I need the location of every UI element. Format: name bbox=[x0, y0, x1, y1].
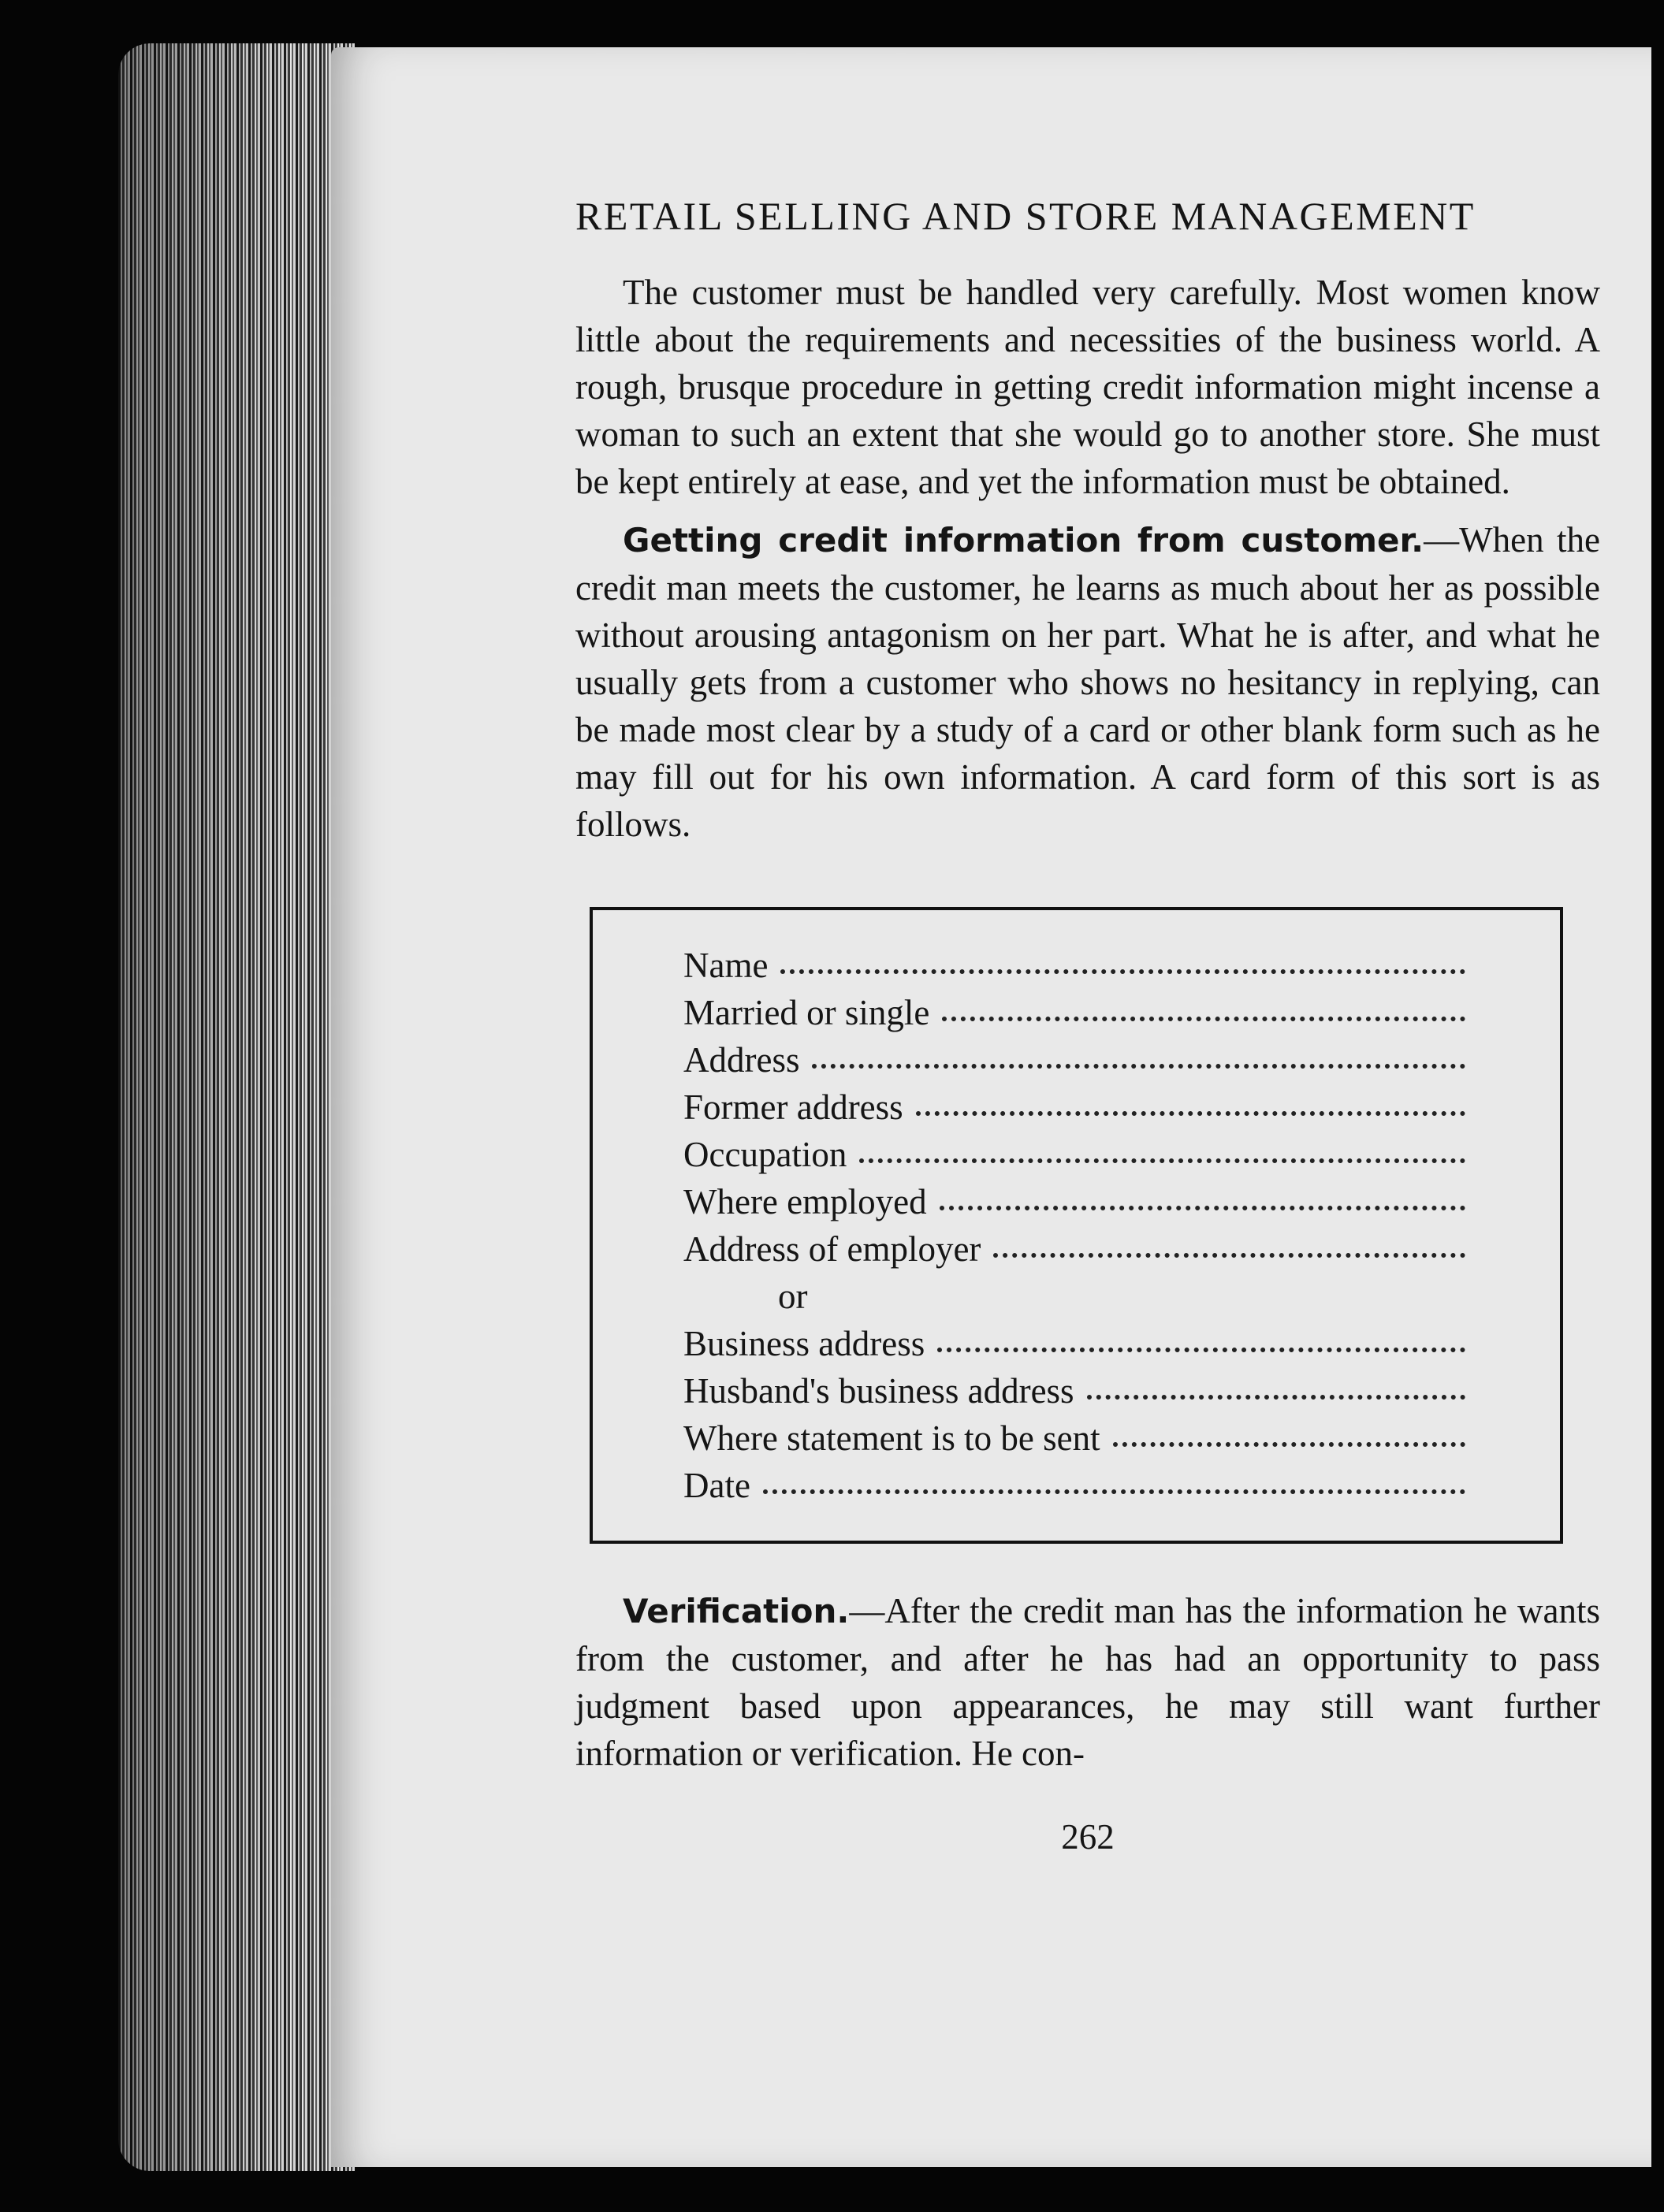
dotted-leader bbox=[916, 1111, 1465, 1116]
section-heading-getting-credit-info: Getting credit information from customer. bbox=[623, 521, 1424, 560]
form-field-label: Married or single bbox=[683, 993, 930, 1032]
section-text-verification: After the credit man has the information he wants from the customer, and after he has had an opportunity to pass judgment based upon appearances, he may still want further information or verification. He con- bbox=[575, 1591, 1600, 1773]
page-number: 262 bbox=[1061, 1817, 1115, 1857]
form-field-row bbox=[593, 1415, 1560, 1462]
page-content bbox=[575, 193, 1600, 1857]
form-field-row bbox=[593, 1036, 1560, 1084]
dotted-leader bbox=[942, 1017, 1465, 1021]
section-text-getting-credit-info: When the credit man meets the customer, he learns as much about her as possible without arousing antagonism on her part. What he is after, and what he usually gets from a customer who shows no hesitancy in replying, can be made most clear by a study of a card or other blank form such as he may fill out for his own information. A card form of this sort is as follows. bbox=[575, 520, 1601, 844]
form-field-label: Husband's business address bbox=[683, 1371, 1074, 1411]
dotted-leader bbox=[763, 1489, 1465, 1494]
form-field-row bbox=[593, 1225, 1560, 1273]
paragraph-getting-credit-info bbox=[575, 516, 1600, 848]
form-field-row bbox=[593, 942, 1560, 989]
em-dash: — bbox=[1424, 520, 1460, 560]
paragraph-customer-handling: The customer must be handled very carefully. Most women know little about the requirements and necessities of the business world. A rough, brusque procedure in getting credit information might incense a woman to such an extent that she would go to another store. She must be kept entirely at ease, and yet the information must be obtained. bbox=[575, 273, 1600, 501]
form-field-label: Date bbox=[683, 1466, 750, 1505]
form-field-label: Former address bbox=[683, 1087, 903, 1127]
form-field-label: Where statement is to be sent bbox=[683, 1418, 1100, 1458]
form-field-row bbox=[593, 1320, 1560, 1367]
running-head: RETAIL SELLING AND STORE MANAGEMENT bbox=[575, 194, 1476, 238]
dotted-leader bbox=[937, 1348, 1465, 1352]
form-field-label: Business address bbox=[683, 1324, 925, 1363]
form-or-separator: or bbox=[778, 1277, 808, 1316]
form-field-row bbox=[593, 1178, 1560, 1225]
section-heading-verification: Verification. bbox=[623, 1592, 850, 1630]
form-field-row bbox=[593, 1367, 1560, 1415]
credit-card-form bbox=[590, 907, 1563, 1544]
book-page bbox=[331, 47, 1651, 2167]
dotted-leader bbox=[780, 969, 1465, 974]
form-field-label: Where employed bbox=[683, 1182, 927, 1221]
paragraph-verification bbox=[575, 1587, 1600, 1777]
dotted-leader bbox=[812, 1064, 1465, 1069]
page-edges bbox=[118, 43, 355, 2171]
form-field-label: Occupation bbox=[683, 1135, 847, 1174]
form-field-row bbox=[593, 989, 1560, 1036]
em-dash: — bbox=[849, 1591, 885, 1630]
form-field-label: Address of employer bbox=[683, 1229, 981, 1269]
dotted-leader bbox=[940, 1206, 1465, 1210]
form-field-label: Address bbox=[683, 1040, 800, 1080]
form-field-row bbox=[593, 1131, 1560, 1178]
dotted-leader bbox=[993, 1253, 1465, 1258]
dotted-leader bbox=[1087, 1395, 1465, 1400]
form-field-row bbox=[593, 1462, 1560, 1509]
form-field-label: Name bbox=[683, 946, 769, 985]
form-field-row bbox=[593, 1084, 1560, 1131]
dotted-leader bbox=[859, 1158, 1465, 1163]
dotted-leader bbox=[1113, 1442, 1465, 1447]
